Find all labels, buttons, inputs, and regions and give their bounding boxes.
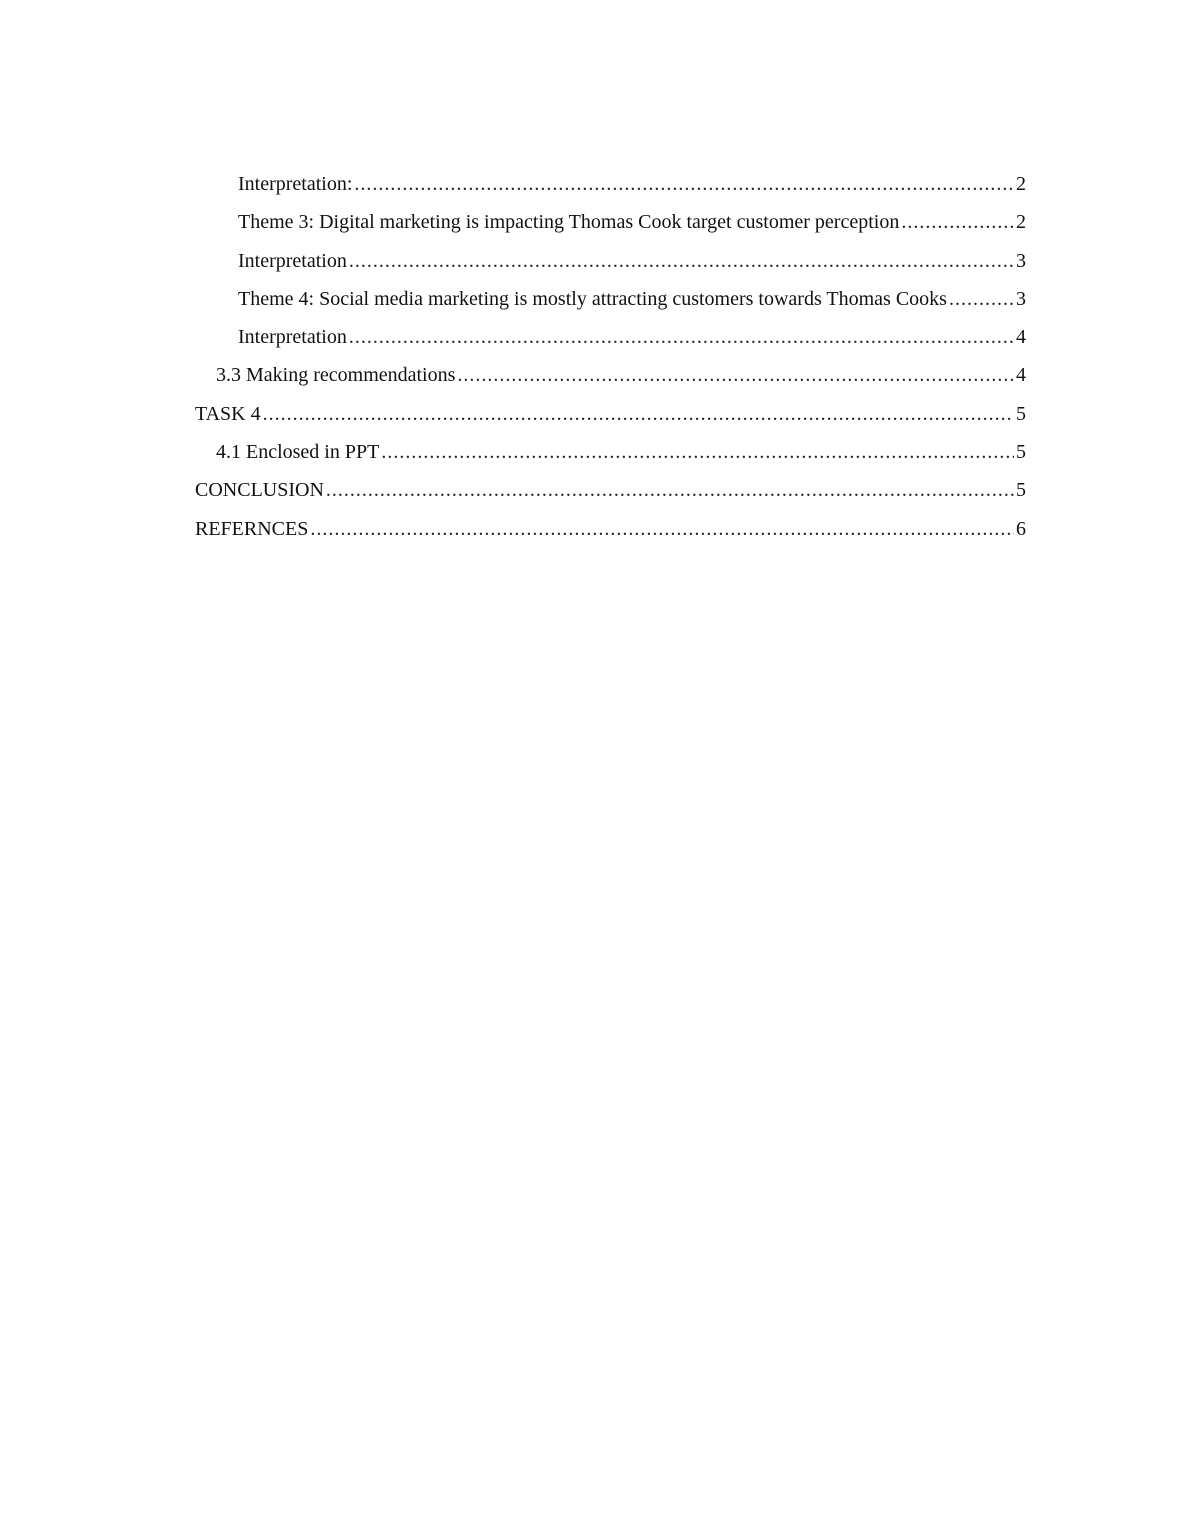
toc-dot-leader (381, 436, 1014, 468)
toc-dot-leader (349, 321, 1014, 353)
toc-entry-making-recommendations[interactable] (195, 359, 1026, 397)
toc-dot-leader (457, 359, 1014, 391)
toc-entry-title: Interpretation (238, 326, 347, 349)
toc-dot-leader (901, 206, 1014, 238)
toc-dot-leader (326, 474, 1014, 506)
toc-entry-title: 4.1 Enclosed in PPT (216, 441, 380, 464)
toc-page-number: 2 (1016, 211, 1026, 234)
toc-entry-title: Interpretation (238, 249, 347, 272)
toc-entry-interpretation-theme-2[interactable] (195, 168, 1026, 206)
toc-dot-leader (263, 398, 1014, 430)
toc-entry-theme-3[interactable] (195, 206, 1026, 244)
toc-page-number: 5 (1016, 441, 1026, 464)
table-of-contents (195, 168, 1026, 551)
toc-entry-enclosed-in-ppt[interactable] (195, 436, 1026, 474)
toc-page-number: 3 (1016, 249, 1026, 272)
toc-page-number: 6 (1016, 517, 1026, 540)
toc-entry-title: Interpretation: (238, 173, 353, 195)
toc-page-number: 5 (1016, 402, 1026, 425)
toc-entry-interpretation-theme-4[interactable] (195, 321, 1026, 359)
toc-entry-task-4[interactable] (195, 398, 1026, 436)
toc-entry-title: Theme 3: Digital marketing is impacting Thomas Cook target customer perception (238, 211, 900, 234)
toc-page-number: 3 (1016, 287, 1026, 310)
toc-entry-title: TASK 4 (195, 402, 261, 425)
toc-entry-title: REFERNCES (195, 517, 309, 540)
toc-entry-interpretation-theme-3[interactable] (195, 245, 1026, 283)
toc-entry-conclusion[interactable] (195, 474, 1026, 512)
toc-entry-title: CONCLUSION (195, 479, 324, 502)
toc-entry-theme-4[interactable] (195, 283, 1026, 321)
toc-dot-leader (310, 513, 1014, 545)
toc-page-number: 4 (1016, 326, 1026, 349)
toc-dot-leader (354, 168, 1014, 200)
toc-page-number: 5 (1016, 479, 1026, 502)
toc-entry-title: Theme 4: Social media marketing is mostly attracting customers towards Thomas Cooks (238, 287, 947, 310)
toc-dot-leader (349, 245, 1014, 277)
toc-page-number: 2 (1016, 173, 1026, 195)
toc-entry-title: 3.3 Making recommendations (216, 364, 456, 387)
toc-dot-leader (949, 283, 1014, 315)
toc-entry-references[interactable] (195, 513, 1026, 551)
toc-page-number: 4 (1016, 364, 1026, 387)
